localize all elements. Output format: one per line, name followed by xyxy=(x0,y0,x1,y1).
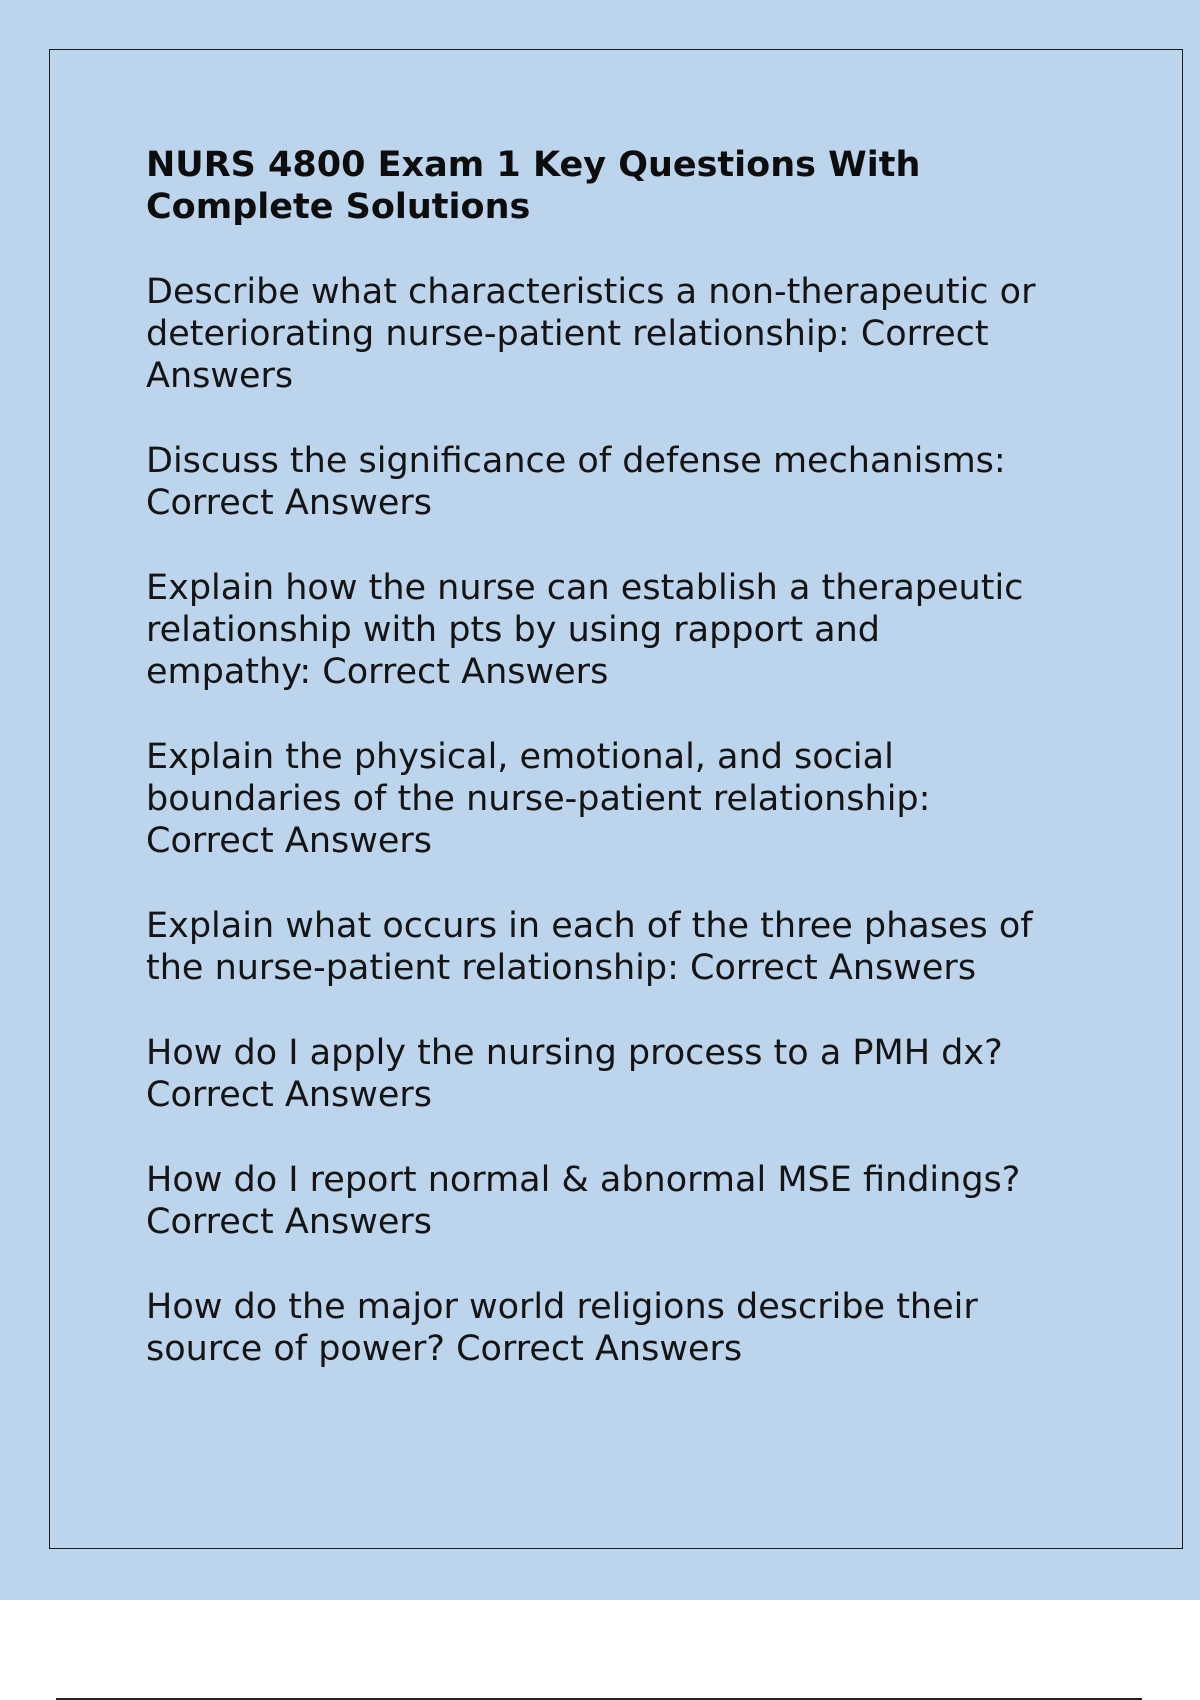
document-content xyxy=(146,144,1106,1413)
question-item: How do I apply the nursing process to a PMH dx? Correct Answers xyxy=(146,1033,1003,1115)
question-item: Describe what characteristics a non-therapeutic or deteriorating nurse-patient relationship: Correct Answers xyxy=(146,272,1036,396)
question-list xyxy=(146,271,1106,1370)
question-item: How do I report normal & abnormal MSE findings? Correct Answers xyxy=(146,1160,1021,1242)
question-item: Explain what occurs in each of the three phases of the nurse-patient relationship: Correct Answers xyxy=(146,906,1033,988)
question-item: Explain how the nurse can establish a therapeutic relationship with pts by using rapport and empathy: Correct Answers xyxy=(146,568,1024,692)
question-item: How do the major world religions describe their source of power? Correct Answers xyxy=(146,1287,978,1369)
question-item: Discuss the significance of defense mechanisms: Correct Answers xyxy=(146,441,1006,523)
question-item: Explain the physical, emotional, and social boundaries of the nurse-patient relationship: Correct Answers xyxy=(146,737,931,861)
document-title: NURS 4800 Exam 1 Key Questions With Complete Solutions xyxy=(146,145,921,227)
